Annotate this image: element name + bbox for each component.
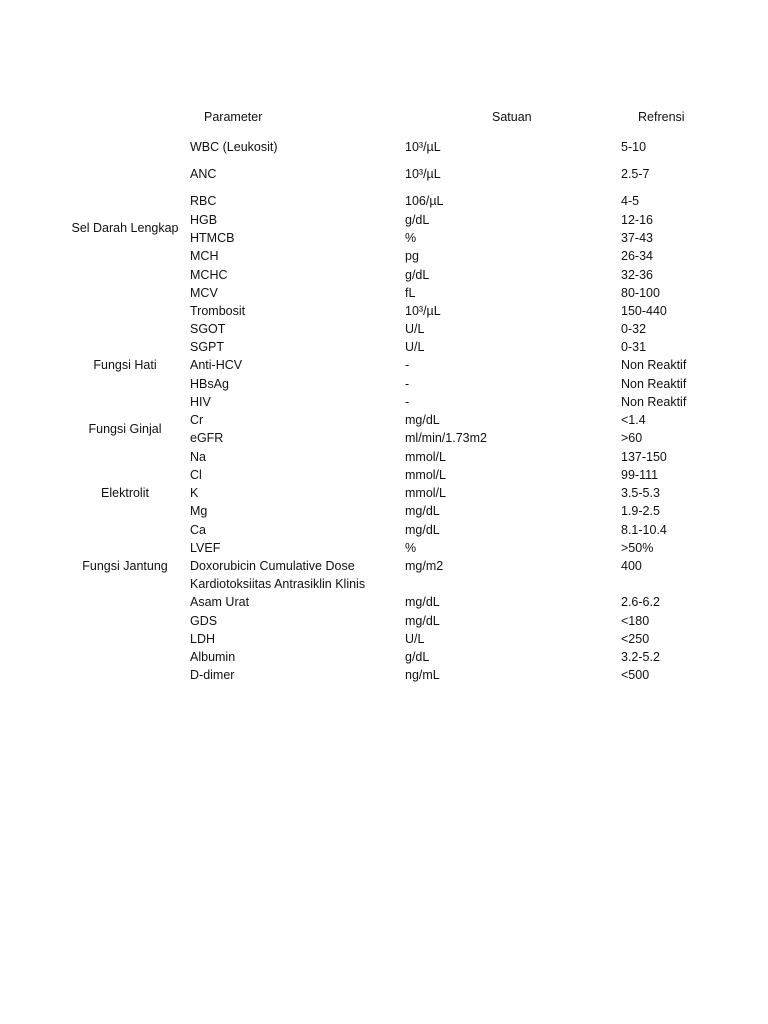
unit-cell: 10³/µL	[405, 304, 441, 318]
parameter-cell: Ca	[190, 523, 206, 537]
unit-cell: mg/dL	[405, 504, 440, 518]
reference-cell: 0-32	[621, 322, 647, 336]
table-row	[0, 320, 768, 338]
table-row	[0, 557, 768, 575]
unit-cell: 10³/µL	[405, 140, 441, 154]
parameter-cell: LVEF	[190, 541, 221, 555]
header-reference: Refrensi	[638, 110, 685, 124]
table-row	[0, 539, 768, 557]
parameter-cell: SGPT	[190, 340, 225, 354]
table-row	[0, 192, 768, 210]
unit-cell: %	[405, 231, 417, 245]
parameter-cell: MCHC	[190, 268, 228, 282]
table-row	[0, 356, 768, 374]
unit-cell: ng/mL	[405, 668, 440, 682]
reference-cell: 2.5-7	[621, 167, 650, 181]
unit-cell: 10³/µL	[405, 167, 441, 181]
table-row	[0, 612, 768, 630]
table-row	[0, 338, 768, 356]
group-label-fungsi-hati: Fungsi Hati	[93, 358, 157, 372]
parameter-cell: HTMCB	[190, 231, 235, 245]
reference-cell: <250	[621, 632, 650, 646]
unit-cell: mg/dL	[405, 614, 440, 628]
table-row	[0, 266, 768, 284]
unit-cell: U/L	[405, 632, 425, 646]
table-row	[0, 393, 768, 411]
parameter-cell: GDS	[190, 614, 218, 628]
unit-cell: mmol/L	[405, 486, 446, 500]
reference-cell: 32-36	[621, 268, 653, 282]
group-label-elektrolit: Elektrolit	[101, 486, 149, 500]
unit-cell: U/L	[405, 340, 425, 354]
unit-cell: mg/dL	[405, 595, 440, 609]
unit-cell: mg/dL	[405, 523, 440, 537]
reference-cell: <500	[621, 668, 650, 682]
reference-cell: 99-111	[621, 468, 659, 482]
reference-cell: 3.5-5.3	[621, 486, 660, 500]
group-label-fungsi-jantung: Fungsi Jantung	[82, 559, 168, 573]
unit-cell: mmol/L	[405, 468, 446, 482]
table-row	[0, 575, 768, 593]
table-row	[0, 648, 768, 666]
parameter-cell: Cl	[190, 468, 202, 482]
parameter-cell: Albumin	[190, 650, 236, 664]
parameter-cell: D-dimer	[190, 668, 235, 682]
table-row	[0, 448, 768, 466]
table-row	[0, 630, 768, 648]
table-row	[0, 302, 768, 320]
table-row	[0, 211, 768, 229]
parameter-cell: SGOT	[190, 322, 226, 336]
unit-cell: ml/min/1.73m2	[405, 431, 487, 445]
reference-cell: 1.9-2.5	[621, 504, 660, 518]
unit-cell: mg/m2	[405, 559, 444, 573]
reference-cell: 4-5	[621, 194, 640, 208]
table-row	[0, 284, 768, 302]
parameter-cell: MCV	[190, 286, 218, 300]
table-row	[0, 429, 768, 447]
parameter-cell: Trombosit	[190, 304, 246, 318]
unit-cell: -	[405, 358, 410, 372]
unit-cell: fL	[405, 286, 416, 300]
parameter-cell: Kardiotoksiitas Antrasiklin Klinis	[190, 577, 366, 591]
header-parameter: Parameter	[204, 110, 263, 124]
unit-cell: pg	[405, 249, 419, 263]
parameter-cell: LDH	[190, 632, 216, 646]
reference-cell: 3.2-5.2	[621, 650, 660, 664]
parameter-cell: HBsAg	[190, 377, 229, 391]
unit-cell: mg/dL	[405, 413, 440, 427]
reference-cell: 8.1-10.4	[621, 523, 667, 537]
parameter-cell: K	[190, 486, 199, 500]
table-row	[0, 165, 768, 183]
table-row	[0, 247, 768, 265]
parameter-cell: RBC	[190, 194, 217, 208]
group-label-sel-darah-lengkap: Sel Darah Lengkap	[71, 221, 179, 235]
table-row	[0, 411, 768, 429]
reference-cell: >60	[621, 431, 643, 445]
table-row	[0, 229, 768, 247]
table-row	[0, 593, 768, 611]
reference-cell: <180	[621, 614, 650, 628]
parameter-cell: ANC	[190, 167, 217, 181]
reference-cell: 2.6-6.2	[621, 595, 660, 609]
reference-cell: 400	[621, 559, 642, 573]
reference-cell: Non Reaktif	[621, 395, 687, 409]
unit-cell: %	[405, 541, 417, 555]
unit-cell: g/dL	[405, 650, 430, 664]
reference-cell: <1.4	[621, 413, 646, 427]
reference-cell: 37-43	[621, 231, 653, 245]
reference-cell: 80-100	[621, 286, 660, 300]
unit-cell: -	[405, 395, 410, 409]
parameter-cell: MCH	[190, 249, 219, 263]
reference-cell: 150-440	[621, 304, 667, 318]
table-row	[0, 521, 768, 539]
table-row	[0, 466, 768, 484]
reference-cell: Non Reaktif	[621, 358, 687, 372]
reference-cell: 137-150	[621, 450, 667, 464]
unit-cell: 106/µL	[405, 194, 444, 208]
unit-cell: g/dL	[405, 268, 430, 282]
table-row	[0, 375, 768, 393]
table-row	[0, 484, 768, 502]
unit-cell: g/dL	[405, 213, 430, 227]
reference-cell: 26-34	[621, 249, 653, 263]
parameter-cell: Doxorubicin Cumulative Dose	[190, 559, 355, 573]
header-unit: Satuan	[492, 110, 532, 124]
group-label-fungsi-ginjal: Fungsi Ginjal	[88, 422, 162, 436]
parameter-cell: Asam Urat	[190, 595, 250, 609]
reference-cell: >50%	[621, 541, 654, 555]
parameter-cell: WBC (Leukosit)	[190, 140, 278, 154]
reference-cell: Non Reaktif	[621, 377, 687, 391]
unit-cell: -	[405, 377, 410, 391]
unit-cell: mmol/L	[405, 450, 446, 464]
reference-cell: 12-16	[621, 213, 653, 227]
table-row	[0, 138, 768, 156]
reference-cell: 5-10	[621, 140, 647, 154]
parameter-cell: Cr	[190, 413, 204, 427]
unit-cell: U/L	[405, 322, 425, 336]
parameter-cell: Anti-HCV	[190, 358, 243, 372]
parameter-cell: HIV	[190, 395, 211, 409]
reference-cell: 0-31	[621, 340, 647, 354]
parameter-cell: HGB	[190, 213, 218, 227]
parameter-cell: eGFR	[190, 431, 224, 445]
table-row	[0, 666, 768, 684]
table-row	[0, 502, 768, 520]
parameter-cell: Na	[190, 450, 206, 464]
parameter-cell: Mg	[190, 504, 208, 518]
